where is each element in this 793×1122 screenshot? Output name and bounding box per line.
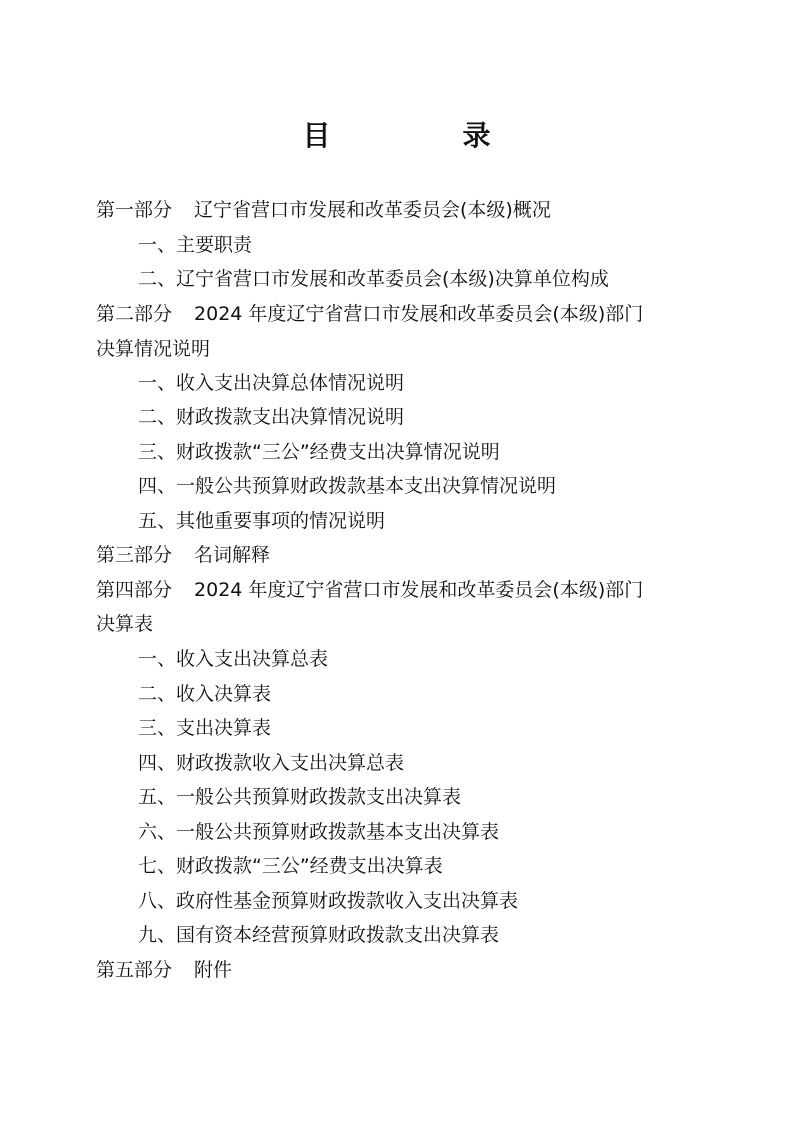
toc-part-5[interactable] — [96, 957, 232, 983]
page-title: 目 录 — [302, 119, 543, 152]
toc-part-4-continued[interactable]: 决算表 — [96, 613, 154, 635]
part-label: 第四部分 — [96, 579, 173, 601]
part-label: 第二部分 — [96, 303, 173, 325]
part-title: 名词解释 — [194, 544, 271, 566]
toc-item[interactable]: 九、国有资本经营预算财政拨款支出决算表 — [138, 924, 500, 946]
toc-item[interactable]: 一、收入支出决算总体情况说明 — [138, 372, 405, 394]
part-title: 辽宁省营口市发展和改革委员会(本级)概况 — [194, 199, 551, 221]
part-label: 第五部分 — [96, 959, 173, 981]
toc-part-3[interactable] — [96, 542, 270, 568]
toc-item[interactable]: 一、主要职责 — [138, 234, 253, 256]
toc-part-2-continued[interactable]: 决算情况说明 — [96, 338, 211, 360]
toc-item[interactable]: 七、财政拨款“三公”经费支出决算表 — [138, 855, 443, 877]
part-title: 2024 年度辽宁省营口市发展和改革委员会(本级)部门 — [194, 303, 644, 325]
toc-item[interactable]: 三、财政拨款“三公”经费支出决算情况说明 — [138, 441, 500, 463]
toc-item[interactable]: 五、一般公共预算财政拨款支出决算表 — [138, 786, 462, 808]
toc-item[interactable]: 二、收入决算表 — [138, 683, 272, 705]
toc-item[interactable]: 二、财政拨款支出决算情况说明 — [138, 406, 405, 428]
toc-item[interactable]: 一、收入支出决算总表 — [138, 648, 329, 670]
toc-part-2[interactable] — [96, 301, 643, 327]
toc-part-1[interactable] — [96, 197, 551, 223]
part-label: 第三部分 — [96, 544, 173, 566]
part-title: 附件 — [194, 959, 233, 981]
toc-item[interactable]: 四、财政拨款收入支出决算总表 — [138, 752, 405, 774]
toc-item[interactable]: 四、一般公共预算财政拨款基本支出决算情况说明 — [138, 475, 557, 497]
toc-item[interactable]: 六、一般公共预算财政拨款基本支出决算表 — [138, 821, 500, 843]
toc-part-4[interactable] — [96, 577, 643, 603]
toc-item[interactable]: 五、其他重要事项的情况说明 — [138, 510, 386, 532]
part-title: 2024 年度辽宁省营口市发展和改革委员会(本级)部门 — [194, 579, 644, 601]
toc-item[interactable]: 三、支出决算表 — [138, 717, 272, 739]
toc-item[interactable]: 二、辽宁省营口市发展和改革委员会(本级)决算单位构成 — [138, 268, 609, 290]
part-label: 第一部分 — [96, 199, 173, 221]
toc-item[interactable]: 八、政府性基金预算财政拨款收入支出决算表 — [138, 890, 519, 912]
